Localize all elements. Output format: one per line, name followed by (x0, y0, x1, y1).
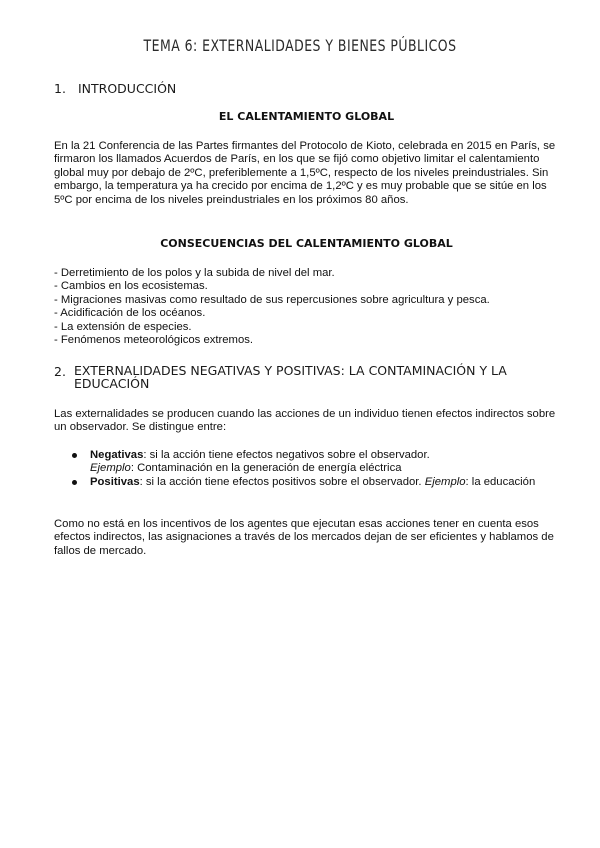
example-label: Ejemplo (90, 462, 131, 475)
positive-term: Positivas (90, 475, 140, 488)
consequences-list (54, 267, 562, 347)
subheading-consequences: CONSECUENCIAS DEL CALENTAMIENTO GLOBAL (160, 237, 453, 250)
list-item-positive (72, 476, 542, 489)
section-1-heading (54, 81, 176, 96)
negative-text: : si la acción tiene efectos negativos sobre el observador. (143, 449, 430, 461)
positive-text: : si la acción tiene efectos positivos sobre el observador. (139, 475, 425, 488)
example-label: Ejemplo (424, 475, 466, 488)
list-item: - Fenómenos meteorológicos extremos. (54, 334, 254, 347)
list-item: - La extensión de especies. (54, 320, 192, 333)
document-title: TEMA 6: EXTERNALIDADES Y BIENES PÚBLICOS (143, 36, 457, 55)
list-item-negative (72, 449, 542, 476)
negative-term: Negativas (90, 449, 144, 461)
externalities-intro: Las externalidades se producen cuando las acciones de un individuo tienen efectos indirectos sobre un observador. Se distingue entre: (54, 408, 556, 434)
externalities-types-list (72, 449, 542, 489)
section-2-heading (54, 364, 554, 390)
negative-example (90, 462, 542, 475)
closing-paragraph: Como no está en los incentivos de los agentes que ejecutan esas acciones tener en cuenta esos efectos indirectos, las asignaciones a través de los mercados dejan de ser eficientes y hablamos de fallos de mercado. (54, 518, 554, 557)
section-2-number: 2. (54, 364, 66, 379)
section-1-title: INTRODUCCIÓN (77, 81, 177, 96)
subheading-global-warming: EL CALENTAMIENTO GLOBAL (218, 110, 395, 123)
intro-paragraph: En la 21 Conferencia de las Partes firmantes del Protocolo de Kioto, celebrada en 2015 en París, se firmaron los llamados Acuerdos de París, en los que se fijó como objetivo limitar el calentamiento global muy por debajo de 2ºC, preferiblemente a 1,5ºC, respecto de los niveles preindustriales. Sin embargo, la temperatura ya ha crecido por encima de 1,2ºC y es muy probable que se sitúe en los 5ºC por encima de los niveles preindustriales en los próximos 80 años. (54, 140, 556, 206)
list-item: - Derretimiento de los polos y la subida de nivel del mar. (54, 267, 335, 279)
example-text: : Contaminación en la generación de energía eléctrica (130, 462, 402, 475)
list-item: - Cambios en los ecosistemas. (54, 280, 208, 293)
example-text: : la educación (465, 475, 536, 488)
list-item: - Acidificación de los océanos. (54, 307, 206, 320)
bullet-icon (72, 453, 77, 458)
list-item: - Migraciones masivas como resultado de sus repercusiones sobre agricultura y pesca. (54, 293, 490, 306)
bullet-icon (72, 480, 77, 485)
section-2-title: EXTERNALIDADES NEGATIVAS Y POSITIVAS: LA CONTAMINACIÓN Y LA EDUCACIÓN (74, 363, 507, 391)
section-1-number: 1. (54, 81, 66, 96)
